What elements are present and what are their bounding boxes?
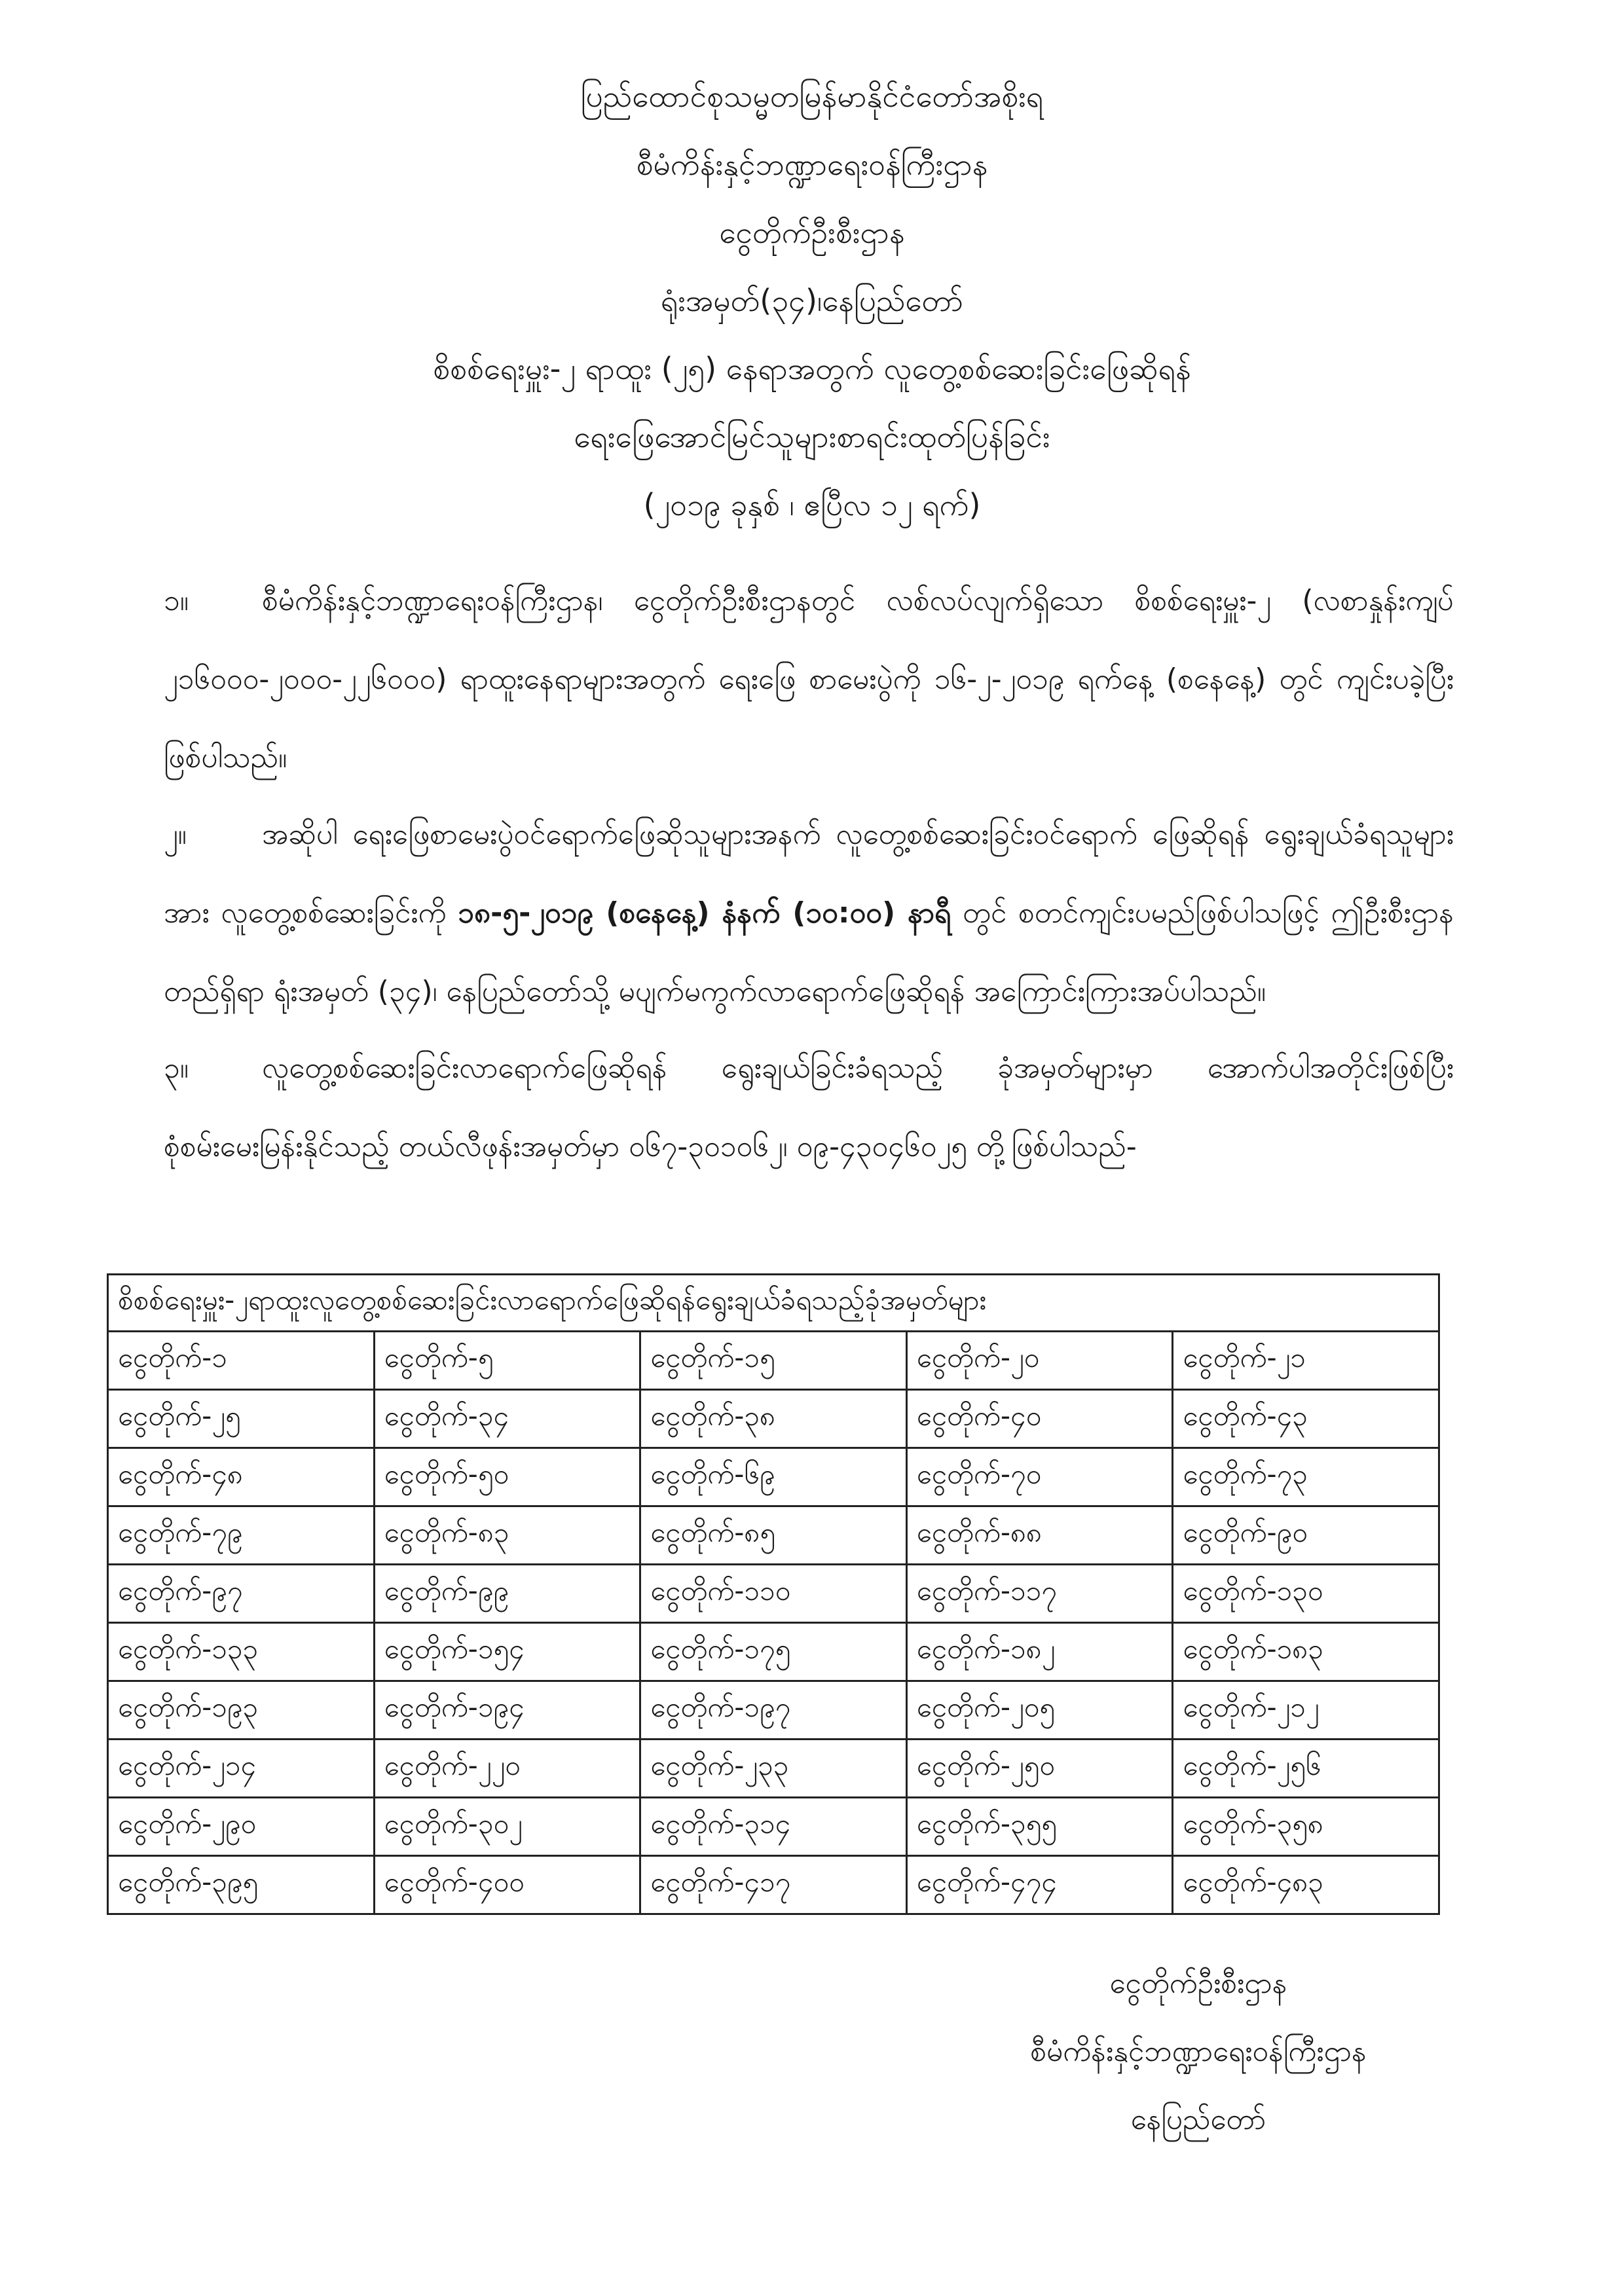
signature-ministry: စီမံကိန်းနှင့်ဘဏ္ဍာရေးဝန်ကြီးဌာန xyxy=(1030,2035,1367,2068)
table-cell: ငွေတိုက်-၄၃ xyxy=(1173,1390,1439,1448)
table-cell: ငွေတိုက်-၃၅၅ xyxy=(906,1798,1173,1856)
table-cell: ငွေတိုက်-၃၀၂ xyxy=(374,1798,640,1856)
table-cell: ငွေတိုက်-၁၉၇ xyxy=(640,1681,907,1740)
table-cell: ငွေတိုက်-၇၃ xyxy=(1173,1448,1439,1506)
table-row xyxy=(108,1856,1439,1914)
table-cell: ငွေတိုက်-၃၄ xyxy=(374,1390,640,1448)
table-cell: ငွေတိုက်-၁၃၃ xyxy=(108,1623,375,1681)
table-cell: ငွေတိုက်-၅ xyxy=(374,1332,640,1390)
table-body xyxy=(108,1332,1439,1914)
table-row xyxy=(108,1506,1439,1565)
table-cell: ငွေတိုက်-၉၀ xyxy=(1173,1506,1439,1565)
table-cell: ငွေတိုက်-၈၅ xyxy=(640,1506,907,1565)
table-cell: ငွေတိုက်-၇၉ xyxy=(108,1506,375,1565)
selected-candidates-table xyxy=(107,1273,1440,1915)
header-government: ပြည်ထောင်စုသမ္မတမြန်မာနိုင်ငံတော်အစိုးရ xyxy=(580,79,1044,114)
table-row xyxy=(108,1681,1439,1740)
table-row xyxy=(108,1332,1439,1390)
table-cell: ငွေတိုက်-၂၅ xyxy=(108,1390,375,1448)
signature-location: နေပြည်တော် xyxy=(1130,2103,1266,2136)
table-cell: ငွေတိုက်-၃၅၈ xyxy=(1173,1798,1439,1856)
table-cell: ငွေတိုက်-၂၁၂ xyxy=(1173,1681,1439,1740)
header-office-address: ရုံးအမှတ်(၃၄)၊နေပြည်တော် xyxy=(660,283,964,318)
table-cell: ငွေတိုက်-၇၀ xyxy=(906,1448,1173,1506)
header-date: (၂၀၁၉ ခုနှစ် ၊ ဧပြီလ ၁၂ ရက်) xyxy=(643,487,981,522)
document-header xyxy=(0,77,1624,554)
table-cell: ငွေတိုက်-၉၇ xyxy=(108,1565,375,1623)
table-cell: ငွေတိုက်-၄၁၇ xyxy=(640,1856,907,1914)
table-header: စိစစ်ရေးမှူး-၂ရာထူးလူတွေ့စစ်ဆေးခြင်းလာရောက်ဖြေဆိုရန်ရွေးချယ်ခံရသည့်ခုံအမှတ်များ xyxy=(108,1275,1439,1332)
table-header-row xyxy=(108,1275,1439,1332)
table-cell: ငွေတိုက်-၂၀ xyxy=(906,1332,1173,1390)
table-cell: ငွေတိုက်-၈၈ xyxy=(906,1506,1173,1565)
table-cell: ငွေတိုက်-၁၅ xyxy=(640,1332,907,1390)
table-cell: ငွေတိုက်-၃၉၅ xyxy=(108,1856,375,1914)
table-row xyxy=(108,1390,1439,1448)
table-cell: ငွေတိုက်-၂၀၅ xyxy=(906,1681,1173,1740)
table-cell: ငွေတိုက်-၆၉ xyxy=(640,1448,907,1506)
paragraph-2 xyxy=(164,795,1454,1031)
header-subject: စိစစ်ရေးမှူး-၂ ရာထူး (၂၅) နေရာအတွက် လူတွေ့စစ်ဆေးခြင်းဖြေဆိုရန် xyxy=(433,351,1191,386)
paragraph-3 xyxy=(164,1029,1454,1186)
table-cell: ငွေတိုက်-၁၁၀ xyxy=(640,1565,907,1623)
header-ministry: စီမံကိန်းနှင့်ဘဏ္ဍာရေးဝန်ကြီးဌာန xyxy=(636,147,988,182)
paragraph-1 xyxy=(164,562,1454,797)
table-cell: ငွေတိုက်-၁၈၂ xyxy=(906,1623,1173,1681)
table-cell: ငွေတိုက်-၈၃ xyxy=(374,1506,640,1565)
paragraph-2-text-a: အဆိုပါ ရေးဖြေစာမေးပွဲဝင်ရောက်ဖြေဆိုသူများအနက် လူတွေ့စစ်ဆေးခြင်းဝင်ရောက် ဖြေဆိုရန် ရွေးချယ်ခံရသူများအား လူတွေ့စစ်ဆေးခြင်းကို xyxy=(164,818,1454,930)
table-cell: ငွေတိုက်-၂၉၀ xyxy=(108,1798,375,1856)
table-cell: ငွေတိုက်-၄၀၀ xyxy=(374,1856,640,1914)
paragraph-2-interview-datetime: ၁၈-၅-၂၀၁၉ (စနေနေ့) နံနက် (၁၀:၀၀) နာရီ xyxy=(458,896,951,930)
paragraph-2-text-b: တွင် စတင်ကျင်းပမည်ဖြစ်ပါသဖြင့် ဤဦးစီးဌာနတည်ရှိရာ ရုံးအမှတ် (၃၄)၊ နေပြည်တော်သို့ မပျက်မကွက်လာရောက်ဖြေဆိုရန် အကြောင်းကြားအပ်ပါသည်။ xyxy=(164,896,1454,1008)
header-title: ရေးဖြေအောင်မြင်သူများစာရင်းထုတ်ပြန်ခြင်း xyxy=(574,419,1050,454)
table-row xyxy=(108,1448,1439,1506)
table-cell: ငွေတိုက်-၁၅၄ xyxy=(374,1623,640,1681)
table-cell: ငွေတိုက်-၄၀ xyxy=(906,1390,1173,1448)
table-cell: ငွေတိုက်-၂၁၄ xyxy=(108,1740,375,1798)
table-cell: ငွေတိုက်-၉၉ xyxy=(374,1565,640,1623)
table-cell: ငွေတိုက်-၄၇၄ xyxy=(906,1856,1173,1914)
table-cell: ငွေတိုက်-၁၃၀ xyxy=(1173,1565,1439,1623)
table-cell: ငွေတိုက်-၄၈ xyxy=(108,1448,375,1506)
paragraph-1-number: ၁။ xyxy=(164,584,189,617)
table-cell: ငွေတိုက်-၄၈၃ xyxy=(1173,1856,1439,1914)
table-cell: ငွေတိုက်-၅၀ xyxy=(374,1448,640,1506)
table-cell: ငွေတိုက်-၁၈၃ xyxy=(1173,1623,1439,1681)
table-row xyxy=(108,1798,1439,1856)
table-row xyxy=(108,1565,1439,1623)
table-cell: ငွေတိုက်-၂၁ xyxy=(1173,1332,1439,1390)
signature-department: ငွေတိုက်ဦးစီးဌာန xyxy=(1109,1967,1287,2000)
signature-block xyxy=(904,1964,1493,2168)
table-cell: ငွေတိုက်-၃၈ xyxy=(640,1390,907,1448)
table-cell: ငွေတိုက်-၁၉၄ xyxy=(374,1681,640,1740)
paragraph-1-text: စီမံကိန်းနှင့်ဘဏ္ဍာရေးဝန်ကြီးဌာန၊ ငွေတိုက်ဦးစီးဌာနတွင် လစ်လပ်လျက်ရှိသော စိစစ်ရေးမှူး-၂ (လစာနှုန်းကျပ် ၂၁၆၀၀၀-၂၀၀၀-၂၂၆၀၀၀) ရာထူးနေရာများအတွက် ရေးဖြေ စာမေးပွဲကို ၁၆-၂-၂၀၁၉ ရက်နေ့ (စနေနေ့) တွင် ကျင်းပခဲ့ပြီးဖြစ်ပါသည်။ xyxy=(164,584,1454,774)
table-cell: ငွေတိုက်-၁၉၃ xyxy=(108,1681,375,1740)
table-cell: ငွေတိုက်-၂၅၀ xyxy=(906,1740,1173,1798)
table-cell: ငွေတိုက်-၃၁၄ xyxy=(640,1798,907,1856)
paragraph-3-number: ၃။ xyxy=(164,1051,189,1085)
table-cell: ငွေတိုက်-၂၃၃ xyxy=(640,1740,907,1798)
table-row xyxy=(108,1740,1439,1798)
paragraph-3-text: လူတွေ့စစ်ဆေးခြင်းလာရောက်ဖြေဆိုရန် ရွေးချယ်ခြင်းခံရသည့် ခုံအမှတ်များမှာ အောက်ပါအတိုင်းဖြစ်ပြီး စုံစမ်းမေးမြန်းနိုင်သည့် တယ်လီဖုန်းအမှတ်မှာ ၀၆၇-၃၀၁၀၆၂၊ ၀၉-၄၃၀၄၆၀၂၅ တို့ဖြစ်ပါသည်- xyxy=(164,1051,1454,1163)
table-row xyxy=(108,1623,1439,1681)
table-cell: ငွေတိုက်-၁ xyxy=(108,1332,375,1390)
table-cell: ငွေတိုက်-၂၂၀ xyxy=(374,1740,640,1798)
table-cell: ငွေတိုက်-၁၇၅ xyxy=(640,1623,907,1681)
table-cell: ငွေတိုက်-၁၁၇ xyxy=(906,1565,1173,1623)
table-cell: ငွေတိုက်-၂၅၆ xyxy=(1173,1740,1439,1798)
paragraph-2-number: ၂။ xyxy=(164,818,187,851)
header-department: ငွေတိုက်ဦးစီးဌာန xyxy=(719,215,905,250)
